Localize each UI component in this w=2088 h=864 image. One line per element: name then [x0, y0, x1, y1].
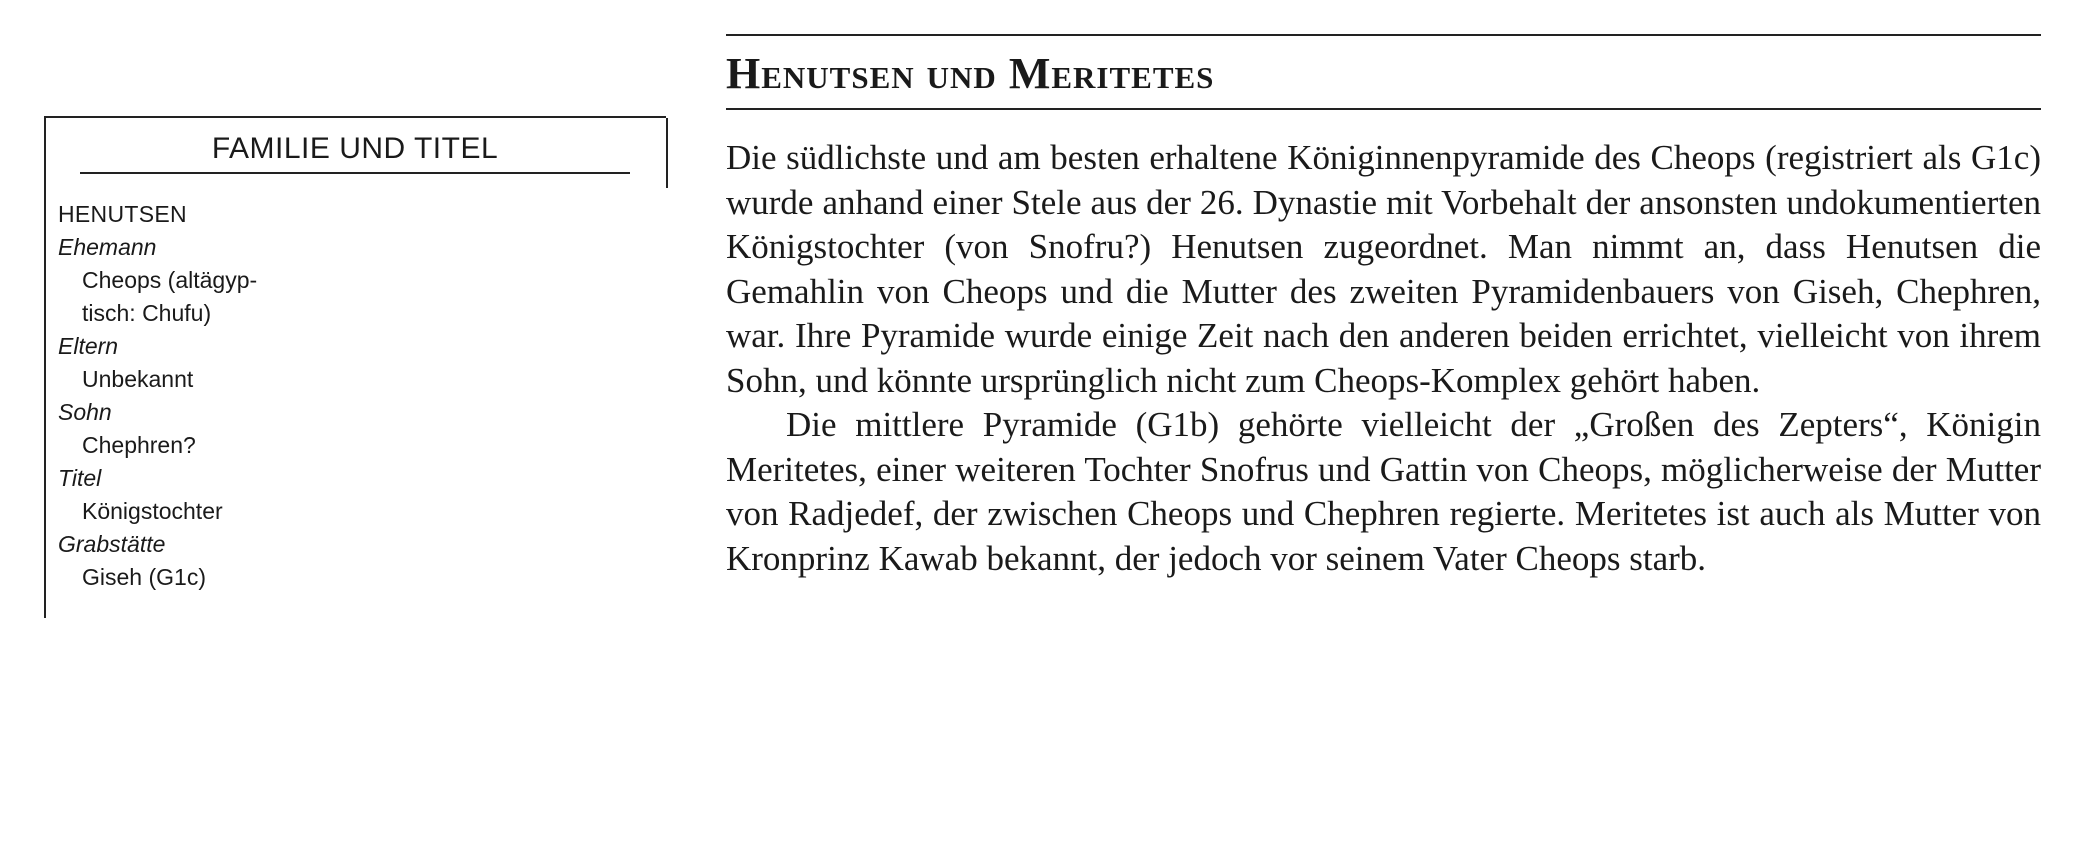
sidebar-label-parents: Eltern [58, 333, 119, 359]
article [726, 34, 2041, 581]
sidebar-value-parents: Unbekannt [82, 366, 194, 392]
sidebar-value-title: Königstochter [82, 498, 223, 524]
article-paragraph: Die südlichste und am besten erhaltene Königinnenpyramide des Cheops (registriert als G1c) wurde anhand einer Stele aus der 26. Dynastie mit Vorbehalt der ansonsten undokumentierten Königstochter (von Snofru?) Henutsen zugeordnet. Man nimmt an, dass Henutsen die Gemahlin von Cheops und die Mutter des zweiten Pyramidenbauers von Giseh, Chephren, war. Ihre Pyramide wurde einige Zeit nach den anderen beiden errichtet, vielleicht von ihrem Sohn, und könnte ursprünglich nicht zum Cheops-Komplex gehört haben. [726, 138, 2041, 400]
sidebar-label-title: Titel [58, 465, 102, 491]
sidebar-value-husband-line2: tisch: Chufu) [82, 300, 212, 326]
sidebar-value-husband-line1: Cheops (altägyp- [82, 267, 258, 293]
sidebar-name-heading: HENUTSEN [58, 201, 187, 227]
sidebar-value-burial-site: Giseh (G1c) [82, 564, 206, 590]
article-body [726, 136, 2041, 581]
top-rule [726, 34, 2041, 36]
sidebar-entries [58, 198, 257, 594]
sidebar-label-son: Sohn [58, 399, 112, 425]
sidebar-label-husband: Ehemann [58, 234, 157, 260]
sidebar-value-son: Chephren? [82, 432, 196, 458]
sidebar-title: FAMILIE UND TITEL [80, 132, 630, 174]
article-paragraph: Die mittlere Pyramide (G1b) gehörte vielleicht der „Großen des Zepters“, Königin Meritetes, einer weiteren Tochter Snofrus und Gattin von Cheops, möglicherweise der Mutter von Radjedef, der zwischen Cheops und Chephren regierte. Meritetes ist auch als Mutter von Kronprinz Kawab bekannt, der jedoch vor seinem Vater Cheops starb. [726, 405, 2041, 578]
article-title: Henutsen und Meritetes [726, 46, 2041, 110]
sidebar-label-burial-site: Grabstätte [58, 531, 166, 557]
family-title-sidebar [44, 116, 666, 618]
